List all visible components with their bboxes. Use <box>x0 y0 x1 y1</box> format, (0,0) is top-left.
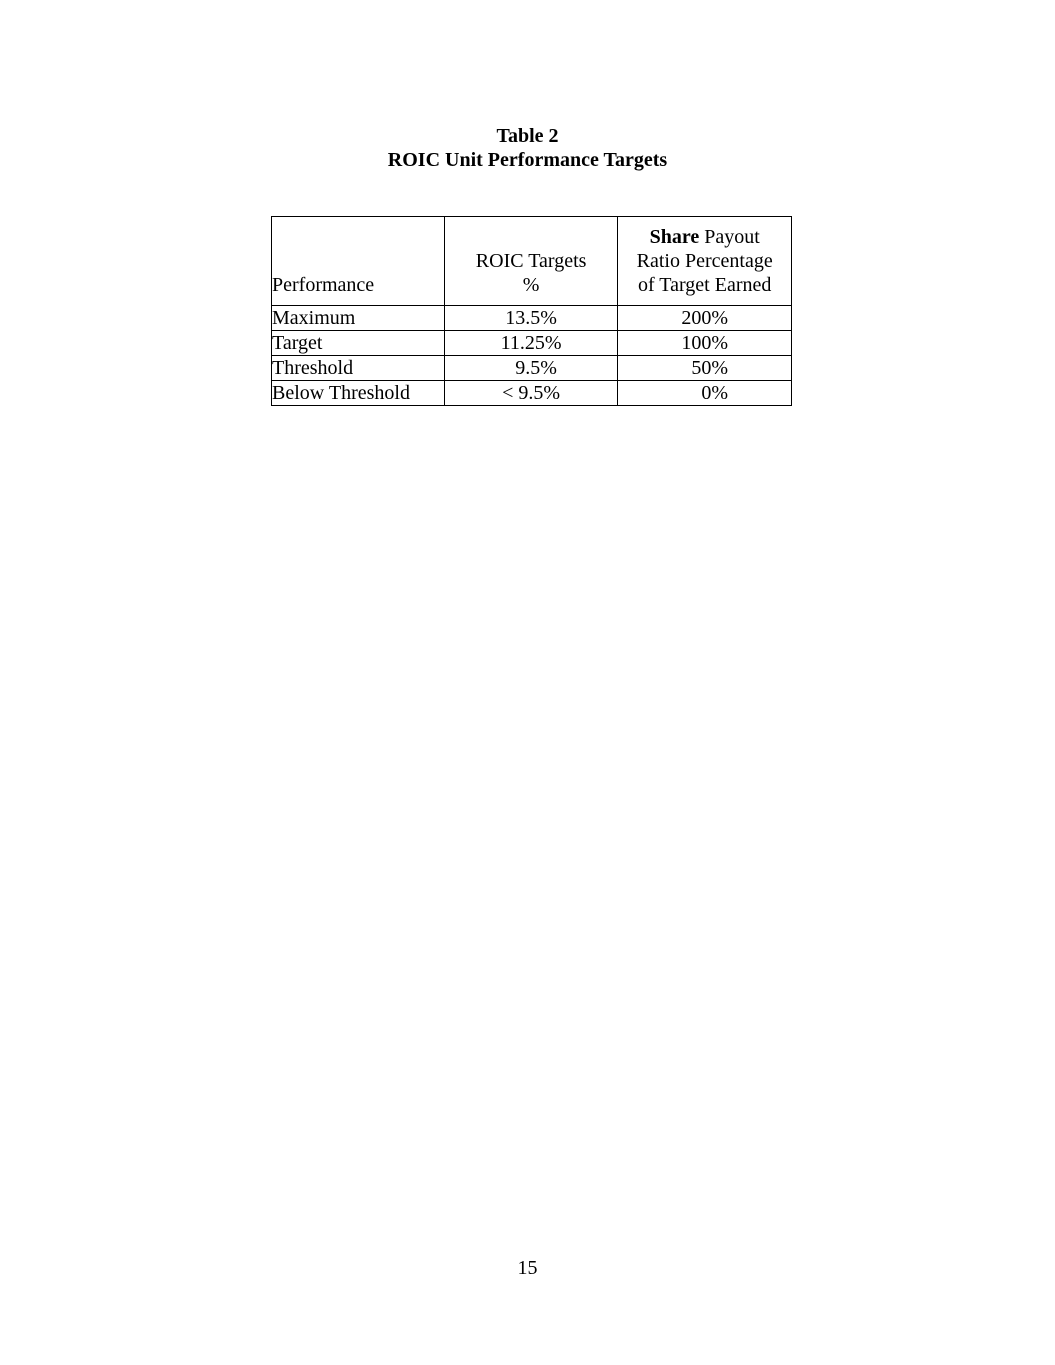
header-share-line1 <box>618 225 791 249</box>
header-roic-targets <box>444 217 618 306</box>
cell-share-payout: 0% <box>618 381 792 406</box>
table-row <box>272 356 792 381</box>
table-row <box>272 331 792 356</box>
cell-roic-target: 9.5% <box>444 356 618 381</box>
page-number: 15 <box>517 1257 538 1279</box>
cell-share-payout: 200% <box>618 306 792 331</box>
cell-roic-target: 11.25% <box>444 331 618 356</box>
cell-performance: Below Threshold <box>272 381 445 406</box>
header-performance: Performance <box>272 217 445 306</box>
cell-performance: Maximum <box>272 306 445 331</box>
header-share-line2: Ratio Percentage <box>636 250 773 272</box>
header-roic-line2: % <box>522 274 540 296</box>
header-share-payout <box>618 217 792 306</box>
header-share-bold: Share <box>649 226 700 248</box>
table-row <box>272 381 792 406</box>
cell-share-payout: 100% <box>618 331 792 356</box>
cell-performance: Target <box>272 331 445 356</box>
table-title: ROIC Unit Performance Targets <box>387 149 668 171</box>
table-row <box>272 306 792 331</box>
header-roic-line1: ROIC Targets <box>475 250 587 272</box>
roic-targets-table <box>271 216 792 406</box>
header-share-rest: Payout <box>699 226 760 248</box>
cell-roic-target: < 9.5% <box>444 381 618 406</box>
cell-share-payout: 50% <box>618 356 792 381</box>
cell-roic-target: 13.5% <box>444 306 618 331</box>
cell-performance: Threshold <box>272 356 445 381</box>
table-caption <box>0 124 1055 172</box>
table-label: Table 2 <box>496 125 559 147</box>
header-share-line3: of Target Earned <box>638 274 772 296</box>
table-header-row <box>272 217 792 306</box>
